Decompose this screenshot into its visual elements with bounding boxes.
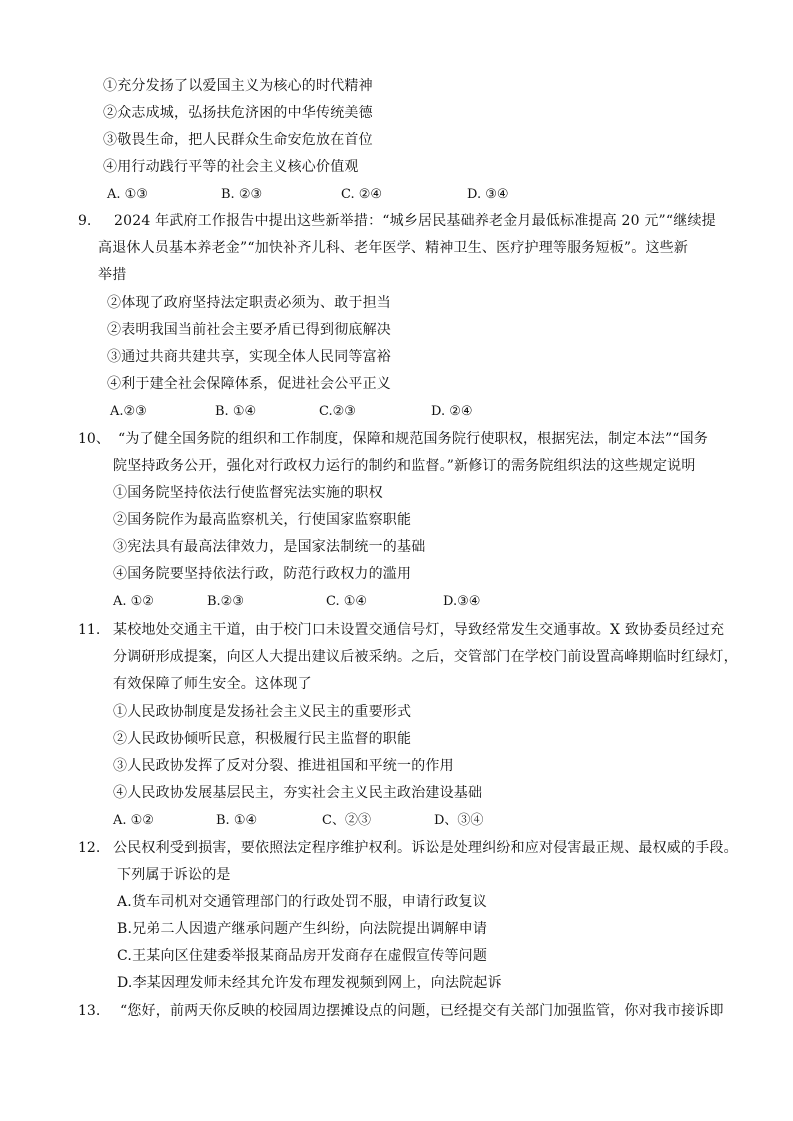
q11-stem-line-1: 某校地处交通主干道，由于校门口未设置交通信号灯，导致经常发生交通事故。X 致协委员经过充 <box>113 622 725 638</box>
q11-number: 11. <box>78 622 101 638</box>
q10-stem-line-1: “为了健全国务院的组织和工作制度，保障和规范国务院行使职权，根据宪法，制定本法”“国务 <box>118 431 709 447</box>
q10-option-b: B.②③ <box>207 594 244 609</box>
q10-option-d: D.③④ <box>443 594 481 609</box>
q9-option-a: A.②③ <box>110 404 147 419</box>
q11-stem-line-2: 分调研形成提案，向区人大提出建议后被采纳。之后，交管部门在学校门前设置高峰期临时红绿灯， <box>113 649 738 665</box>
q12-choice-b: B.兄弟二人因遗产继承问题产生纠纷，向法院提出调解申请 <box>117 921 488 937</box>
q11-stem-line-3: 有效保障了师生安全。这体现了 <box>113 676 312 692</box>
q10-option-c: C. ①④ <box>326 594 368 609</box>
q9-option-b: B. ①④ <box>215 404 257 419</box>
q9-option-d: D. ②④ <box>431 404 473 419</box>
q8-option-b: B. ②③ <box>221 187 263 202</box>
q8-option-d: D. ③④ <box>467 187 509 202</box>
q13-stem-line-1: “您好，前两天你反映的校园周边摆摊设点的问题，已经提交有关部门加强监管，你对我市接诉即 <box>120 1003 724 1019</box>
q9-option-c: C.②③ <box>319 404 356 419</box>
q9-options <box>110 404 473 420</box>
q12-choice-d: D.李某因理发师未经其允许发布理发视频到网上，向法院起诉 <box>117 975 502 991</box>
q10-item-2: ②国务院作为最高监察机关，行使国家监察职能 <box>113 512 412 528</box>
q10-option-a: A. ①② <box>113 594 154 609</box>
q8-options <box>107 187 509 203</box>
q9-item-3: ③通过共商共建共享，实现全体人民同等富裕 <box>107 349 391 365</box>
q12-choice-c: C.王某向区住建委举报某商品房开发商存在虚假宣传等问题 <box>117 948 488 964</box>
q10-options <box>113 594 480 610</box>
q11-item-3: ③人民政协发挥了反对分裂、推进祖国和平统一的作用 <box>113 758 454 774</box>
q9-stem-line-3: 举措 <box>98 267 127 283</box>
q8-option-a: A. ①③ <box>107 187 148 202</box>
q10-item-1: ①国务院坚持依法行使监督宪法实施的职权 <box>113 485 383 501</box>
q12-stem-line-1: 公民权利受到损害，要依照法定程序维护权利。诉讼是处理纠纷和应对侵害最正规、最权威的手段。 <box>113 840 738 856</box>
q10-stem-line-2: 院坚持政务公开，强化对行政权力运行的制约和监督。”新修订的需务院组织法的这些规定说明 <box>113 458 696 474</box>
q11-option-b: B. ①④ <box>216 813 258 828</box>
q12-stem-line-2: 下列属于诉讼的是 <box>117 867 231 883</box>
q13-number: 13. <box>78 1003 101 1019</box>
q8-item-4: ④用行动践行平等的社会主义核心价值观 <box>103 159 359 175</box>
q9-stem-line-2: 高退休人员基本养老金”“加快补齐儿科、老年医学、精神卫生、医疗护理等服务短板”。这些新 <box>98 240 689 256</box>
q10-item-4: ④国务院要坚持依法行政，防范行政权力的滥用 <box>113 566 412 582</box>
q11-options <box>113 813 483 829</box>
q11-option-a: A. ①② <box>113 813 154 828</box>
q8-item-1: ①充分发扬了以爱国主义为核心的时代精神 <box>103 78 373 94</box>
q10-number: 10、 <box>78 431 110 447</box>
q9-item-4: ④利于建全社会保障体系，促进社会公平正义 <box>107 376 391 392</box>
q9-stem-line-1: 2024 年武府工作报告中提出这些新举措：“城乡居民基础养老金月最低标准提高 20 元”“继续提 <box>114 213 716 229</box>
q12-choice-a: A.货车司机对交通管理部门的行政处罚不服，申请行政复议 <box>117 894 487 910</box>
q11-item-2: ②人民政协倾听民意，积极履行民主监督的职能 <box>113 731 412 747</box>
q9-number: 9. <box>78 213 92 229</box>
q11-item-4: ④人民政协发展基层民主，夯实社会主义民主政治建设基础 <box>113 785 483 801</box>
q12-number: 12. <box>78 840 101 856</box>
q11-option-c: C、②③ <box>322 813 371 828</box>
q8-option-c: C. ②④ <box>341 187 383 202</box>
q11-option-d: D、③④ <box>434 813 484 828</box>
q11-item-1: ①人民政协制度是发扬社会主义民主的重要形式 <box>113 704 412 720</box>
q10-item-3: ③宪法具有最高法律效力，是国家法制统一的基础 <box>113 539 426 555</box>
q9-item-2: ②表明我国当前社会主要矛盾已得到彻底解决 <box>107 322 391 338</box>
q8-item-3: ③敬畏生命，把人民群众生命安危放在首位 <box>103 132 373 148</box>
q8-item-2: ②众志成城，弘扬扶危济困的中华传统美德 <box>103 105 373 121</box>
q9-item-1: ②体现了政府坚持法定职责必须为、敢于担当 <box>107 295 391 311</box>
